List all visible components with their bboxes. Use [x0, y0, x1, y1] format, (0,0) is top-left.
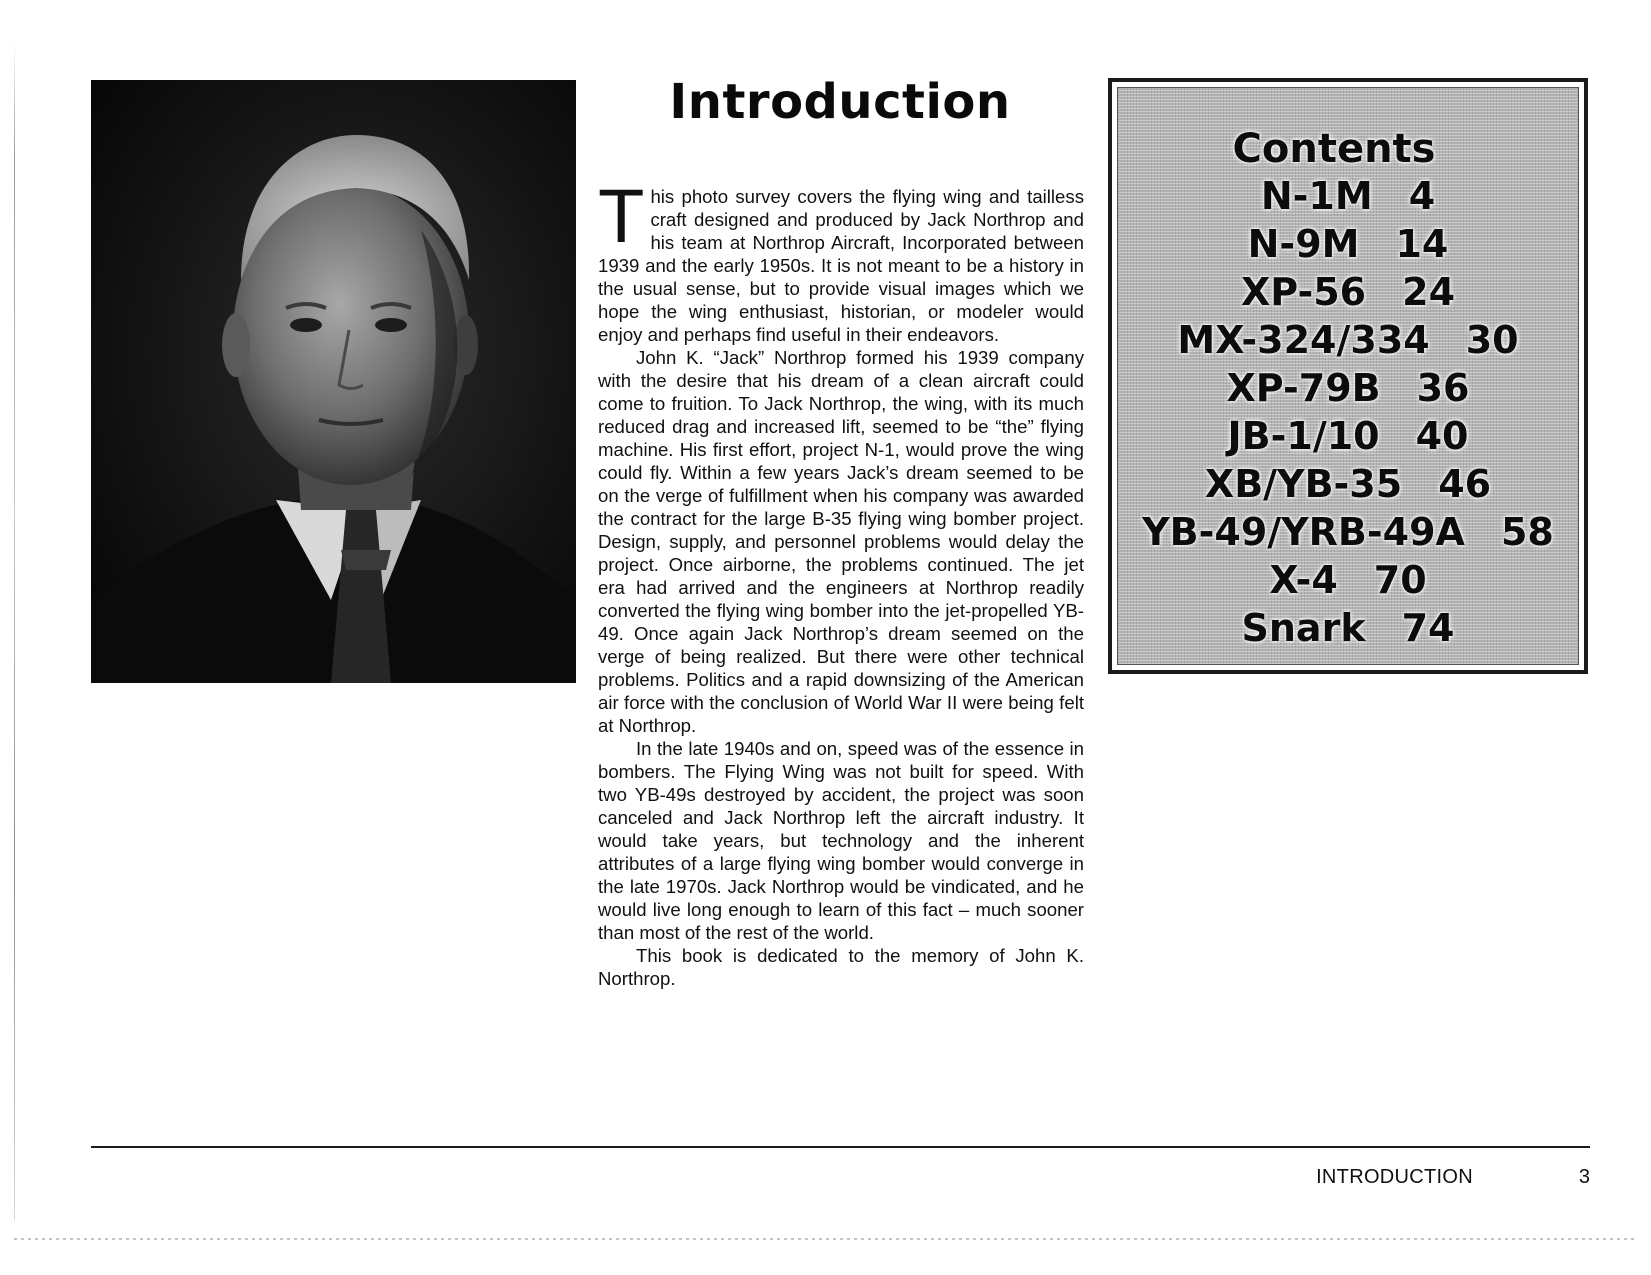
toc-entry-name: XP-79B: [1226, 366, 1381, 410]
toc-entry-name: JB-1/10: [1227, 414, 1380, 458]
toc-entry-page: 46: [1438, 462, 1492, 506]
footer-rule: [91, 1146, 1590, 1148]
scan-edge-left: [14, 40, 15, 1220]
toc-entry-page: 74: [1401, 606, 1455, 650]
drop-cap: T: [598, 174, 645, 259]
toc-entry-page: 40: [1415, 414, 1469, 458]
toc-entry: [1118, 556, 1578, 604]
toc-entry-name: X-4: [1269, 558, 1338, 602]
toc-entry: [1118, 508, 1578, 556]
paragraph-4: This book is dedicated to the memory of John K. Northrop.: [598, 945, 1084, 989]
paragraph-3: In the late 1940s and on, speed was of the essence in bombers. The Flying Wing was not built for speed. With two YB-49s destroyed by accident, the project was soon canceled and Jack Northrop left the aircraft industry. It would take years, but technology and the inherent attributes of a large flying wing bomber would converge in the late 1970s. Jack Northrop would be vindicated, and he would live long enough to learn of this fact – much sooner than most of the rest of the world.: [598, 738, 1084, 943]
toc-entry-name: N-1M: [1260, 174, 1373, 218]
paragraph-1: [598, 174, 1084, 346]
toc-entry: [1118, 412, 1578, 460]
toc-entry-name: XB/YB-35: [1204, 462, 1403, 506]
footer-page-number: 3: [1578, 1166, 1590, 1188]
toc-entry-page: 36: [1416, 366, 1470, 410]
toc-entry-page: 70: [1373, 558, 1427, 602]
toc-entry-name: YB-49/YRB-49A: [1142, 510, 1465, 554]
toc-entry-page: 24: [1402, 270, 1456, 314]
toc-entry: [1118, 316, 1578, 364]
article-body: [598, 174, 1084, 990]
toc-entry-page: 30: [1465, 318, 1519, 362]
paragraph-1-text: his photo survey covers the flying wing and tailless craft designed and produced by Jack Northrop and his team at Northrop Aircraft, Incorporated between 1939 and the early 1950s. It is not meant to be a history in the usual sense, but to provide visual images which we hope the wing enthusiast, historian, or modeler would enjoy and perhaps find useful in their endeavors.: [598, 186, 1084, 345]
scan-edge-bottom: [14, 1238, 1634, 1240]
toc-entry-page: 4: [1408, 174, 1436, 218]
toc-entry: [1118, 220, 1578, 268]
toc-entry: [1118, 268, 1578, 316]
portrait-photo: [91, 80, 576, 683]
toc-entry-name: XP-56: [1240, 270, 1367, 314]
page-title: Introduction: [669, 74, 1011, 130]
toc-entry: [1118, 604, 1578, 652]
toc-entry: [1118, 460, 1578, 508]
toc-entry-name: N-9M: [1247, 222, 1360, 266]
toc-entry-page: 58: [1500, 510, 1554, 554]
toc-entry-name: MX-324/334: [1177, 318, 1430, 362]
footer-section-label: INTRODUCTION: [1316, 1166, 1473, 1188]
portrait-icon: [91, 80, 576, 683]
contents-heading: Contents: [1232, 126, 1436, 172]
toc-entry-name: Snark: [1241, 606, 1366, 650]
toc-entry: [1118, 364, 1578, 412]
toc-entry-page: 14: [1395, 222, 1449, 266]
contents-panel: [1117, 87, 1579, 665]
toc-entry: [1118, 172, 1578, 220]
paragraph-2: John K. “Jack” Northrop formed his 1939 company with the desire that his dream of a clean aircraft could come to fruition. To Jack Northrop, the wing, with its much reduced drag and increased lift, seemed to be “the” flying machine. His first effort, project N-1, would prove the wing could fly. Within a few years Jack’s dream seemed to be on the verge of fulfillment when his company was awarded the contract for the large B-35 flying wing bomber project. Design, supply, and personnel problems would delay the project. Once airborne, the problems continued. The jet era had arrived and the engineers at Northrop readily converted the flying wing bomber into the jet-propelled YB-49. Once again Jack Northrop’s dream seemed on the verge of being realized. But there were other technical problems. Politics and a rapid downsizing of the American air force with the conclusion of World War II were being felt at Northrop.: [598, 347, 1084, 736]
contents-box: [1108, 78, 1588, 674]
